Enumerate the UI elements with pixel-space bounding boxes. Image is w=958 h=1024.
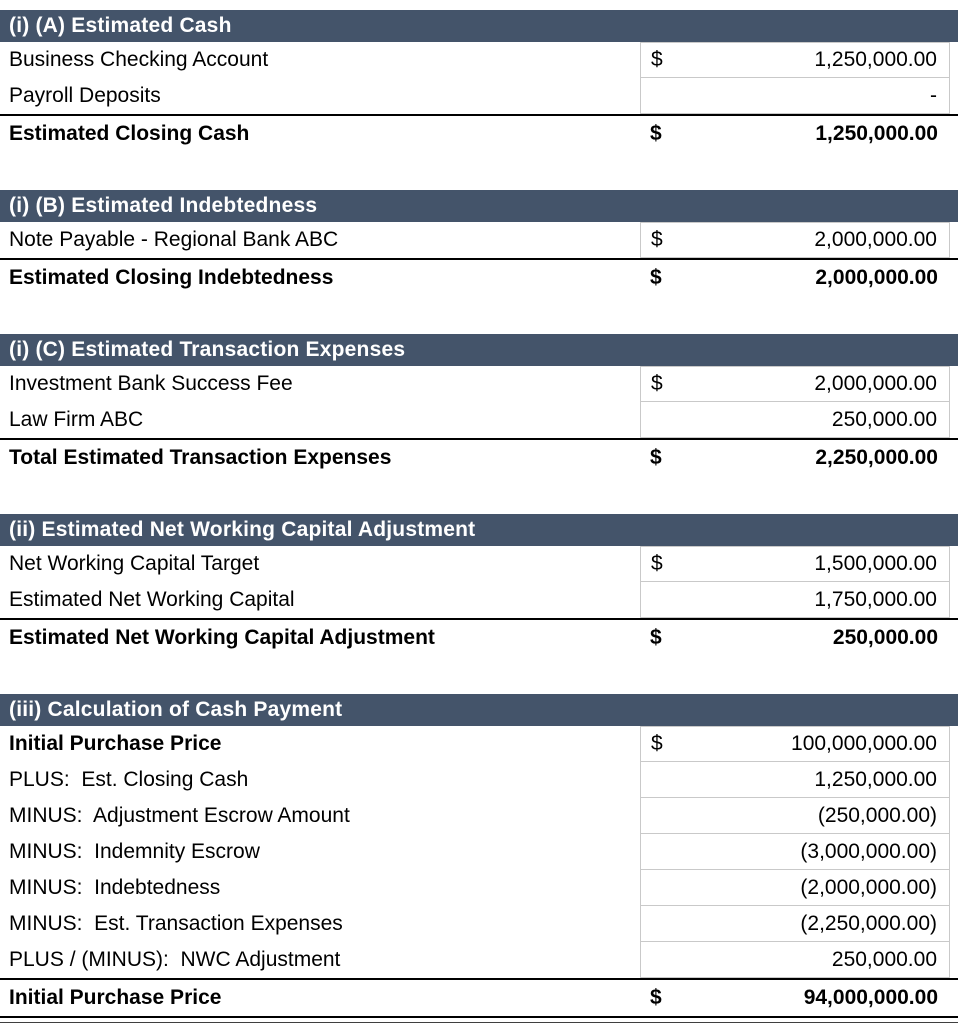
currency-symbol: $ xyxy=(650,986,662,1009)
currency-symbol: $ xyxy=(650,446,662,469)
amount: 1,250,000.00 xyxy=(814,48,937,71)
value-cell xyxy=(640,942,950,978)
value-cell xyxy=(640,402,950,438)
total-value-cell xyxy=(640,260,950,296)
value-cell xyxy=(640,762,950,798)
total-amount: 250,000.00 xyxy=(832,626,938,649)
currency-symbol: $ xyxy=(650,266,662,289)
value-cell xyxy=(640,366,950,402)
row-label: Note Payable - Regional Bank ABC xyxy=(9,228,339,251)
amount: (2,000,000.00) xyxy=(800,875,937,899)
row-label: MINUS: Adjustment Escrow Amount xyxy=(9,804,350,827)
value-cell xyxy=(640,834,950,870)
section-header: (i) (A) Estimated Cash xyxy=(0,10,958,42)
total-row xyxy=(0,258,958,296)
total-label: Estimated Closing Indebtedness xyxy=(9,266,334,289)
currency-symbol: $ xyxy=(650,626,662,649)
section-estimated-indebtedness xyxy=(0,190,958,296)
double-underline-rule xyxy=(0,1016,958,1023)
table-row xyxy=(0,222,958,258)
amount: (3,000,000.00) xyxy=(800,839,937,863)
table-row xyxy=(0,726,958,762)
amount: 2,000,000.00 xyxy=(814,372,937,395)
amount: 1,750,000.00 xyxy=(814,587,937,611)
amount: 100,000,000.00 xyxy=(791,732,937,755)
total-amount: 94,000,000.00 xyxy=(803,986,938,1009)
total-row xyxy=(0,978,958,1016)
value-cell xyxy=(640,798,950,834)
table-row xyxy=(0,942,958,978)
currency-symbol: $ xyxy=(651,48,663,71)
total-value-cell xyxy=(640,620,950,656)
row-label: Investment Bank Success Fee xyxy=(9,372,293,395)
amount: 250,000.00 xyxy=(831,947,937,971)
value-cell xyxy=(640,222,950,258)
table-row xyxy=(0,42,958,78)
amount: 250,000.00 xyxy=(831,407,937,431)
value-cell xyxy=(640,906,950,942)
table-row xyxy=(0,762,958,798)
table-row xyxy=(0,582,958,618)
currency-symbol: $ xyxy=(651,732,663,755)
amount: - xyxy=(930,83,937,107)
value-cell xyxy=(640,78,950,114)
table-row xyxy=(0,402,958,438)
table-row xyxy=(0,870,958,906)
currency-symbol: $ xyxy=(650,122,662,145)
row-label: PLUS / (MINUS): NWC Adjustment xyxy=(9,948,341,971)
row-label: MINUS: Indebtedness xyxy=(9,876,221,899)
total-label: Total Estimated Transaction Expenses xyxy=(9,446,392,469)
amount: 1,500,000.00 xyxy=(814,552,937,575)
section-cash-payment-calculation xyxy=(0,694,958,1023)
amount: (2,250,000.00) xyxy=(800,911,937,935)
currency-symbol: $ xyxy=(651,228,663,251)
table-row xyxy=(0,546,958,582)
value-cell xyxy=(640,870,950,906)
total-label: Estimated Net Working Capital Adjustment xyxy=(9,626,435,649)
section-estimated-cash xyxy=(0,10,958,152)
row-label: Estimated Net Working Capital xyxy=(9,588,295,611)
currency-symbol: $ xyxy=(651,372,663,395)
total-row xyxy=(0,114,958,152)
row-label: MINUS: Est. Transaction Expenses xyxy=(9,912,343,935)
total-value-cell xyxy=(640,116,950,152)
row-label: Law Firm ABC xyxy=(9,408,144,431)
total-row xyxy=(0,618,958,656)
amount: 2,000,000.00 xyxy=(814,228,937,251)
row-label: Payroll Deposits xyxy=(9,84,161,107)
section-header: (i) (B) Estimated Indebtedness xyxy=(0,190,958,222)
row-label: PLUS: Est. Closing Cash xyxy=(9,768,249,791)
row-label: Net Working Capital Target xyxy=(9,552,260,575)
table-row xyxy=(0,906,958,942)
table-row xyxy=(0,834,958,870)
total-value-cell xyxy=(640,980,950,1016)
total-amount: 1,250,000.00 xyxy=(815,122,938,145)
table-row xyxy=(0,798,958,834)
total-label: Estimated Closing Cash xyxy=(9,122,250,145)
row-label: MINUS: Indemnity Escrow xyxy=(9,840,260,863)
section-nwc-adjustment xyxy=(0,514,958,656)
amount: (250,000.00) xyxy=(817,803,937,827)
row-label: Business Checking Account xyxy=(9,48,269,71)
total-row xyxy=(0,438,958,476)
section-estimated-transaction-expenses xyxy=(0,334,958,476)
section-header: (ii) Estimated Net Working Capital Adjustment xyxy=(0,514,958,546)
value-cell xyxy=(640,726,950,762)
value-cell xyxy=(640,582,950,618)
currency-symbol: $ xyxy=(651,552,663,575)
total-value-cell xyxy=(640,440,950,476)
total-amount: 2,000,000.00 xyxy=(815,266,938,289)
section-header: (iii) Calculation of Cash Payment xyxy=(0,694,958,726)
value-cell xyxy=(640,546,950,582)
amount: 1,250,000.00 xyxy=(814,767,937,791)
value-cell xyxy=(640,42,950,78)
section-header: (i) (C) Estimated Transaction Expenses xyxy=(0,334,958,366)
row-label: Initial Purchase Price xyxy=(9,732,222,755)
table-row xyxy=(0,366,958,402)
total-label: Initial Purchase Price xyxy=(9,986,222,1009)
total-amount: 2,250,000.00 xyxy=(815,446,938,469)
table-row xyxy=(0,78,958,114)
